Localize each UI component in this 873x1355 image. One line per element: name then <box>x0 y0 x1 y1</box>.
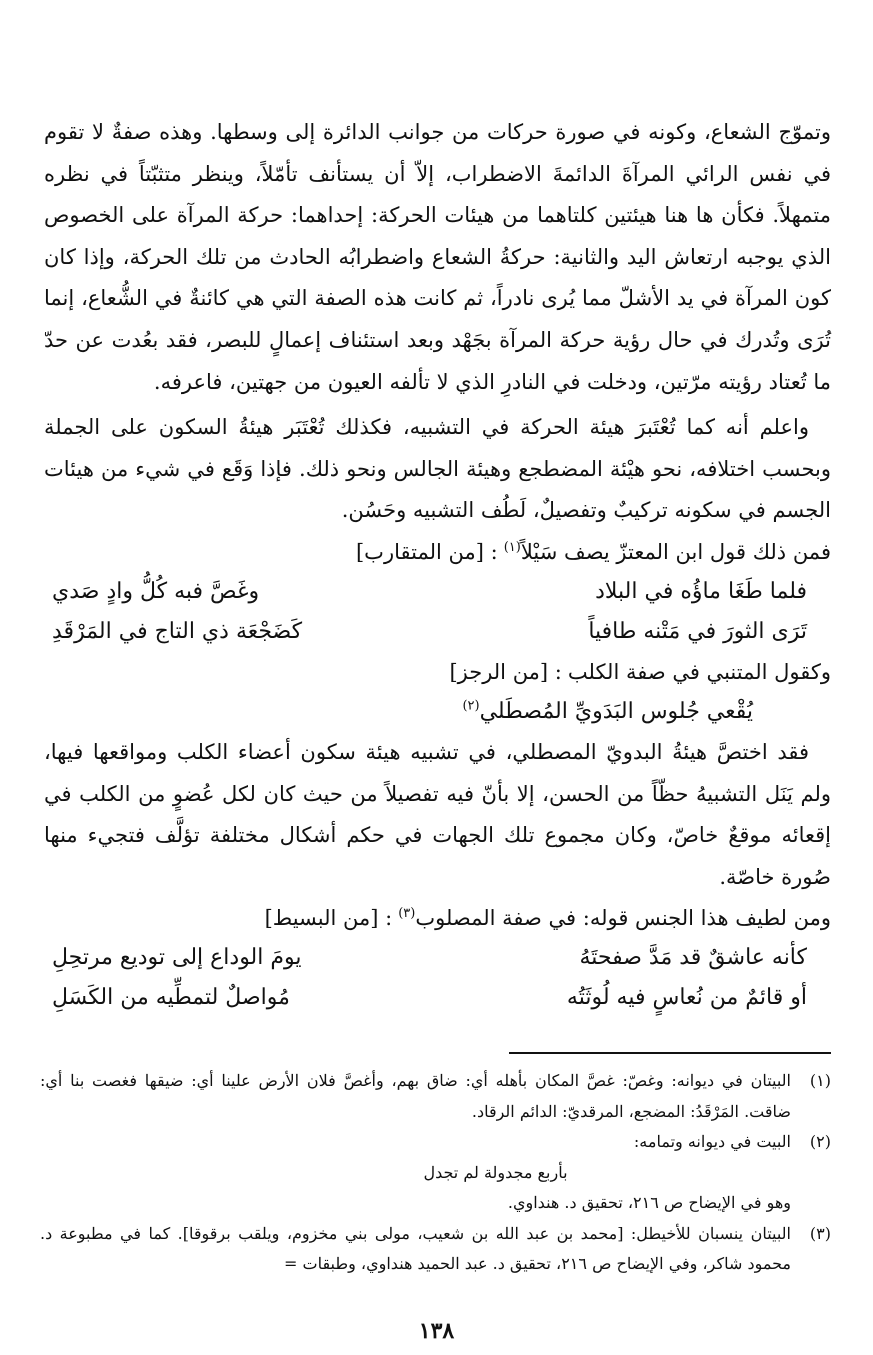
paragraph-3: فقد اختصَّ هيئةُ البدويّ المصطلي، في تشبيه هيئة سكون أعضاء الكلب ومواقعها فيها، ولم يَنَل التشبيهُ حظّاً من الحسن، إلا بأنّ فيه تفصيلاً من حيث كان لكل عُضوٍ من الكلب في إقعائه موقعٌ خاصّ، وكان مجموع تلك الجهات في حكم أشكال مختلفة تؤلَّف فتجيء منها صُورة خاصّة. <box>44 739 831 889</box>
paragraph-2: واعلم أنه كما تُعْتَبرَ هيئة الحركة في التشبيه، فكذلك تُعْتَبَر هيئةُ السكون على الجملة وبحسب اختلافه، نحو هيْئة المضطجع وهيئة الجالس ونحو ذلك. فإذا وَقَع في شيء من هيئات الجسم في سكونه تركيبٌ وتفصيلٌ، لَطُف التشبيه وحَسُن. <box>44 415 831 523</box>
footnote-number: (٢) <box>809 1132 831 1151</box>
footnote-number: (١) <box>809 1071 831 1090</box>
footnote-2 <box>40 1127 831 1158</box>
verse-second-hemistich: يومَ الوداع إلى توديع مرتحِلِ <box>52 945 302 971</box>
verse-line <box>44 572 831 612</box>
footnote-separator <box>509 1052 831 1054</box>
quote-intro-masloob <box>44 898 831 938</box>
verse-second-hemistich: مُواصلٌ لتمطِّيه من الكَسَلِ <box>52 985 290 1011</box>
meter-label: : [من المتقارب] <box>355 539 498 564</box>
footnote-1 <box>40 1066 831 1127</box>
footnote-number: (٣) <box>809 1223 831 1243</box>
footnotes <box>40 1066 831 1280</box>
verse-line <box>44 612 831 652</box>
page-number: ١٣٨ <box>418 1318 455 1344</box>
quote-intro-ibn-almutazz <box>44 532 831 572</box>
verse-line <box>44 978 831 1018</box>
footnote-text: البيتان في ديوانه: وغصّ: غصَّ المكان بأهله أي: ضاق بهم، وأغصَّ فلان الأرض علينا أي: ضيقها فغصت بنا أي: ضاقت. المَرْقَدُ: المضجع، المرقديّ: الدائم الرقاد. <box>40 1071 791 1121</box>
verse-text: يُقْعي جُلوس البَدَويِّ المُصطَلي <box>479 698 753 724</box>
footnote-marker-1: (١) <box>503 539 521 555</box>
footnote-text: البيتان ينسبان للأخيطل: [محمد بن عبد الله بن شعيب، مولى بني مخزوم، ويلقب برقوقا]. كما في مطبوعة د. محمود شاكر، وفي الإيضاح ص ٢١٦، تحقيق د. عبد الحميد هنداوي، وطبقات = <box>40 1223 791 1273</box>
verse-second-hemistich: وغَصَّ فبه كُلُّ وادٍ صَدي <box>52 578 260 604</box>
paragraph-1: وتموّج الشعاع، وكونه في صورة حركات من جوانب الدائرة إلى وسطها. وهذه صفةٌ لا تقوم في نفس الرائي المرآةَ الدائمةَ الاضطراب، إلاّ أن يستأنف تأمّلاً، وينظر متثبّتاً في نظره متمهلاً. فكأن ها هنا هيئتين كلتاهما من هيئات الحركة: إحداهما: حركة المرآة على الخصوص الذي يوجبه ارتعاش اليد والثانية: حركةُ الشعاع واضطرابُه الحادث من تلك الحركة، وإذا كان كون المرآة في يد الأشلّ مما يُرى نادراً، ثم كانت هذه الصفة التي هي كائنةٌ في الشُّعاع، إنما تُرَى وتُدرك في حال رؤية حركة المرآة بجَهْد وبعد استئناف إعمالٍ للبصر، فقد بعُدت عن حدّ ما تُعتاد رؤيته مرّتين، ودخلت في النادرِ الذي لا تألفه العيون من جهتين، فاعرفه. <box>44 120 831 394</box>
quote-intro-text: ومن لطيف هذا الجنس قوله: في صفة المصلوب <box>415 906 831 931</box>
verse-line <box>44 692 831 732</box>
footnote-continuation: وهو في الإيضاح ص ٢١٦، تحقيق د. هنداوي. <box>507 1193 791 1212</box>
verse-line <box>44 938 831 978</box>
quote-intro-text: فمن ذلك قول ابن المعتزّ يصف سَيْلاً <box>520 539 831 564</box>
verse-first-hemistich: كأنه عاشقٌ قد مَدَّ صفحتَهُ <box>579 945 807 971</box>
footnote-marker-2: (٢) <box>462 698 480 714</box>
footnote-text: البيت في ديوانه وتمامه: <box>633 1132 791 1151</box>
verse-first-hemistich: تَرَى الثورَ في مَتْنه طافياً <box>588 618 807 644</box>
verse-first-hemistich: فلما طَغَا ماؤُه في البلاد <box>595 578 807 604</box>
meter-label: : [من الرجز] <box>449 659 562 684</box>
quote-intro-mutanabbi <box>44 652 831 692</box>
meter-label: : [من البسيط] <box>264 906 393 931</box>
footnote-verse: بأربع مجدولة لم تجدل <box>423 1162 568 1182</box>
footnote-marker-3: (٣) <box>398 906 416 922</box>
verse-second-hemistich: كَضَجْعَة ذي التاج في المَرْقَدِ <box>52 618 303 644</box>
verse-first-hemistich: أو قائمٌ من نُعاسٍ فيه لُوثَتُه <box>566 985 807 1011</box>
footnote-3 <box>40 1219 831 1280</box>
quote-intro-text: وكقول المتنبي في صفة الكلب <box>567 659 831 684</box>
